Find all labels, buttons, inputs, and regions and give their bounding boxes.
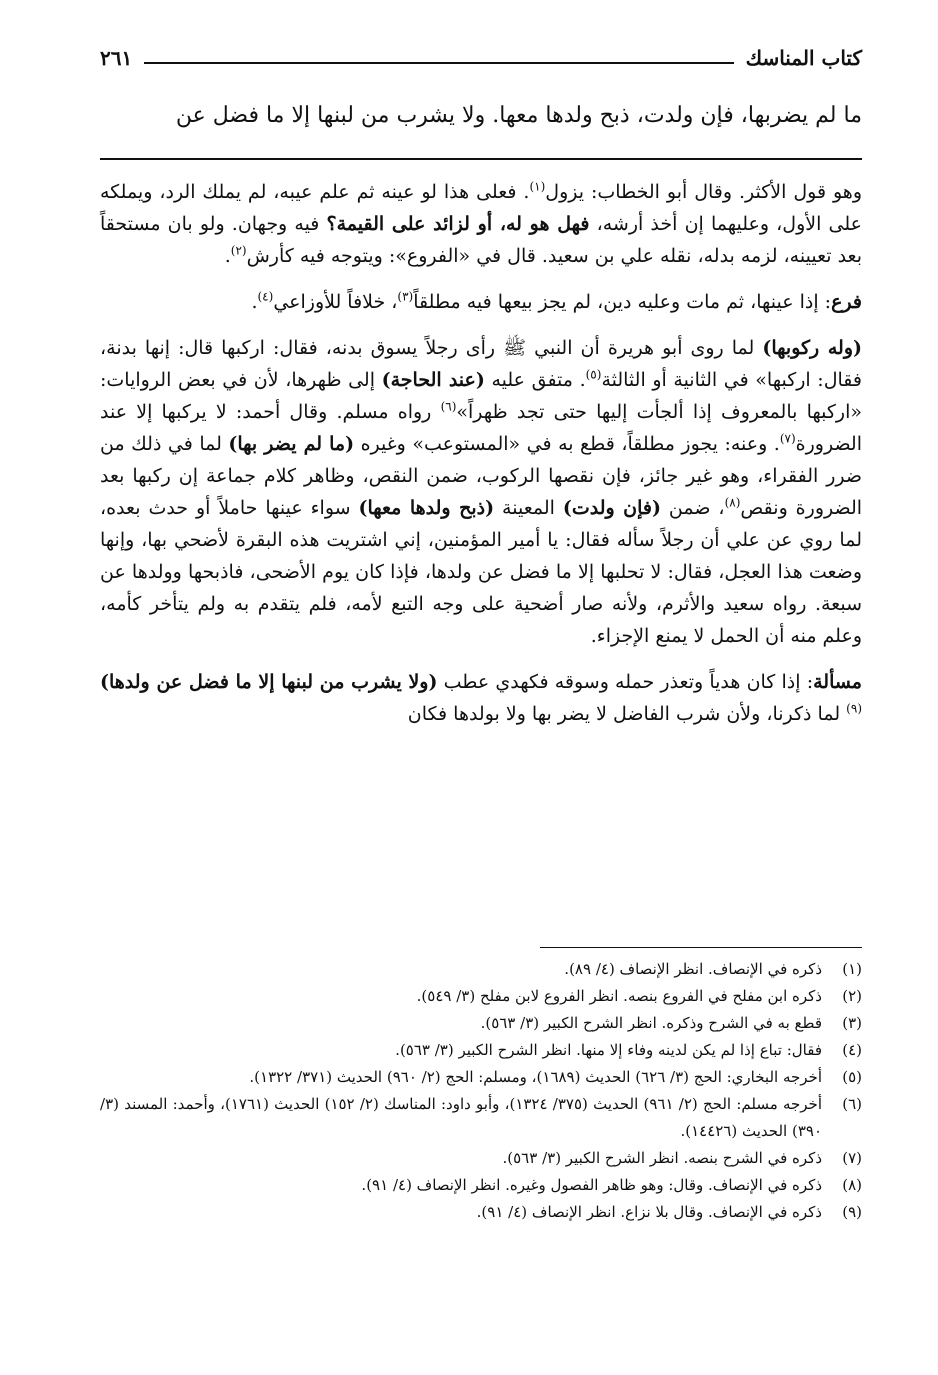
footnote-ref: (٩) <box>846 701 862 716</box>
footnotes <box>100 956 862 1226</box>
footnote: (٤) فقال: تباع إذا لم يكن لدينه وفاء إلا منها. انظر الشرح الكبير (٣/ ٥٦٣). <box>395 1041 862 1059</box>
commentary-paragraph-2: فرع: إذا عينها، ثم مات وعليه دين، لم يجز بيعها فيه مطلقاً$^{(٣)}$، خلافاً للأوزاعي$^{(٤)}$. <box>251 289 862 313</box>
chapter-title: كتاب المناسك <box>745 46 862 70</box>
footnote: (٥) أخرجه البخاري: الحج (٣/ ٦٢٦) الحديث (١٦٨٩)، ومسلم: الحج (٢/ ٩٦٠) الحديث (٣٧١/ ١٣٢٢). <box>249 1068 862 1086</box>
footnote-ref: (٨) <box>724 495 741 510</box>
footnote: (٦) أخرجه مسلم: الحج (٢/ ٩٦١) الحديث (٣٧٥/ ١٣٢٤)، وأبو داود: المناسك (٢/ ١٥٢) الحديث (١٧٦١)، وأحمد: المسند (٣/ ٣٩٠) الحديث (١٤٤٢٦). <box>100 1095 862 1140</box>
footnote-ref: (٥) <box>585 367 602 382</box>
commentary <box>100 176 862 744</box>
page-number: ٢٦١ <box>100 46 133 70</box>
footnote-ref: (٢) <box>230 243 247 258</box>
matn-divider <box>100 158 862 160</box>
page-header <box>100 40 862 76</box>
footnotes-divider <box>540 947 862 948</box>
footnote: (٢) ذكره ابن مفلح في الفروع بنصه. انظر الفروع لابن مفلح (٣/ ٥٤٩). <box>416 987 862 1005</box>
footnote-ref: (٣) <box>397 289 414 304</box>
footnote: (٣) قطع به في الشرح وذكره. انظر الشرح الكبير (٣/ ٥٦٣). <box>480 1014 862 1032</box>
footnote-ref: (٧) <box>779 431 796 446</box>
matn-text: ما لم يضربها، فإن ولدت، ذبح ولدها معها. ولا يشرب من لبنها إلا ما فضل عن <box>175 103 862 128</box>
commentary-paragraph-1: وهو قول الأكثر. وقال أبو الخطاب: يزول$^{(١)}$. فعلى هذا لو عينه ثم علم عيبه، لم يملك الرد، ويملكه على الأول، وعليهما إن أخذ أرشه، فهل هو له، أو لزائد على القيمة؟ فيه وجهان. ولو بان مستحقاً بعد تعيينه، لزمه بدله، نقله علي بن سعيد. قال في «الفروع»: ويتوجه فيه كأرش$^{(٢)}$. <box>100 179 862 267</box>
commentary-paragraph-4: مسألة: إذا كان هدياً وتعذر حمله وسوقه فكهدي عطب (ولا يشرب من لبنها إلا ما فضل عن ولدها)$^{(٩)}$ لما ذكرنا، ولأن شرب الفاضل لا يضر بها ولا بولدها فكان <box>100 671 862 725</box>
header-rule <box>144 62 733 64</box>
commentary-paragraph-3: (وله ركوبها) لما روى أبو هريرة أن النبي ﷺ رأى رجلاً يسوق بدنه، فقال: اركبها قال: إنها بدنة، فقال: اركبها» في الثانية أو الثالثة$^{(٥)}$. متفق عليه (عند الحاجة) إلى ظهرها، لأن في بعض الروايات: «اركبها بالمعروف إذا ألجأت إليها حتى تجد ظهراً»$^{(٦)}$ رواه مسلم. وقال أحمد: لا يركبها إلا عند الضرورة$^{(٧)}$. وعنه: يجوز مطلقاً، قطع به في «المستوعب» وغيره (ما لم يضر بها) لما في ذلك من ضرر الفقراء، وهو غير جائز، فإن نقصها الركوب، ضمن النقص، وظاهر كلام جماعة إن ركبها بعد الضرورة ونقص$^{(٨)}$، ضمن (فإن ولدت) المعينة (ذبح ولدها معها) سواء عينها حاملاً أو حدث بعده، لما روي عن علي أن رجلاً سأله فقال: يا أمير المؤمنين، إني اشتريت هذه البقرة لأضحي بها، وإنها وضعت هذا العجل، فقال: لا تحلبها إلا ما فضل عن ولدها، فإذا كان يوم الأضحى، فاذبحها وولدها عن سبعة. رواه سعيد والأثرم، ولأنه صار أضحية على وجه التبع لأمه، فلم يتقدم به ولم يتأخر كأمه، وعلم منه أن الحمل لا يمنع الإجزاء. <box>100 337 863 647</box>
footnote-ref: (٦) <box>440 399 457 414</box>
footnote-ref: (١) <box>529 179 546 194</box>
footnote-ref: (٤) <box>257 289 274 304</box>
footnote: (٧) ذكره في الشرح بنصه. انظر الشرح الكبير (٣/ ٥٦٣). <box>502 1149 862 1167</box>
footnote: (٨) ذكره في الإنصاف. وقال: وهو ظاهر الفصول وغيره. انظر الإنصاف (٤/ ٩١). <box>361 1176 862 1194</box>
footnote: (١) ذكره في الإنصاف. انظر الإنصاف (٤/ ٨٩). <box>564 960 862 978</box>
footnote: (٩) ذكره في الإنصاف. وقال بلا نزاع. انظر الإنصاف (٤/ ٩١). <box>476 1203 862 1221</box>
